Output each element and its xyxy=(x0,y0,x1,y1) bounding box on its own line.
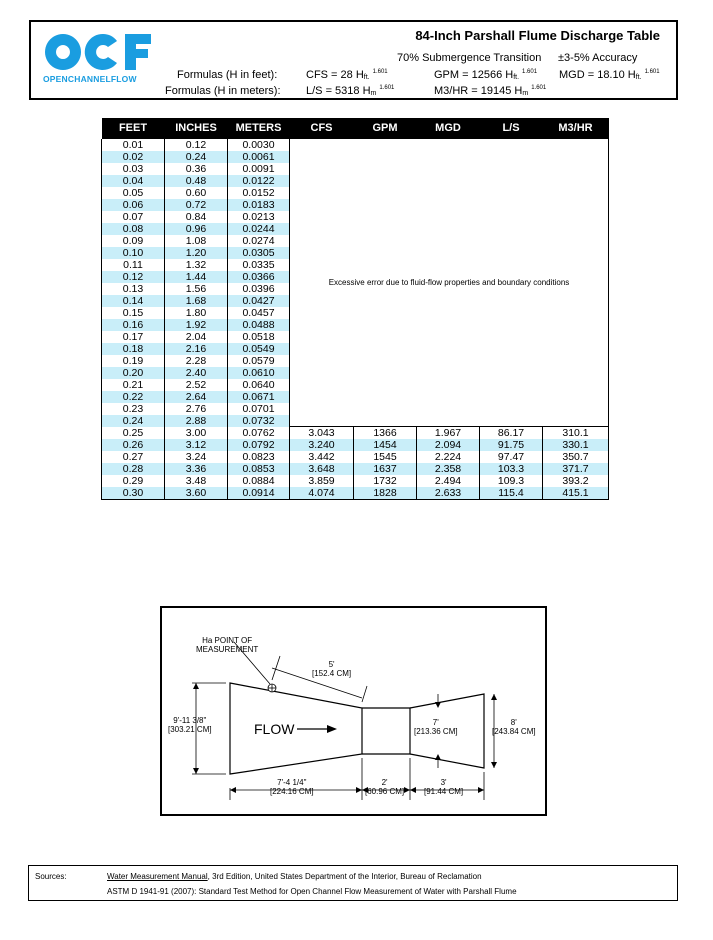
formula-m3hr: M3/HR = 19145 $H_m^{1.601}$ xyxy=(434,85,547,97)
dim-conv-len-label: 7'-4 1/4" [224.16 CM] xyxy=(270,778,314,796)
dim-exit-label: 8' [243.84 CM] xyxy=(492,718,536,736)
table-cell: 3.859 xyxy=(290,475,354,487)
table-cell: 0.0488 xyxy=(228,319,290,331)
column-header: FEET xyxy=(102,118,165,139)
table-row xyxy=(102,439,609,451)
formula-mgd: MGD = 18.10 $H_{ft.}^{1.601}$ xyxy=(559,69,660,81)
table-cell: 1545 xyxy=(354,451,417,463)
table-cell: 0.0914 xyxy=(228,487,290,500)
page-title: 84-Inch Parshall Flume Discharge Table xyxy=(415,28,660,43)
openchannelflow-logo xyxy=(41,28,153,98)
table-cell: 1.08 xyxy=(165,235,228,247)
table-cell: 91.75 xyxy=(480,439,543,451)
table-cell: 0.0579 xyxy=(228,355,290,367)
converging-section xyxy=(230,683,362,774)
table-cell: 0.0183 xyxy=(228,199,290,211)
table-cell: 0.11 xyxy=(102,259,165,271)
table-row xyxy=(102,139,609,151)
table-cell: 109.3 xyxy=(480,475,543,487)
excessive-error-note: Excessive error due to fluid-flow properties and boundary conditions xyxy=(290,139,609,427)
column-header: MGD xyxy=(417,118,480,139)
table-cell: 1.68 xyxy=(165,295,228,307)
column-header: INCHES xyxy=(165,118,228,139)
table-row xyxy=(102,463,609,475)
table-cell: 2.04 xyxy=(165,331,228,343)
table-cell: 3.36 xyxy=(165,463,228,475)
table-cell: 0.14 xyxy=(102,295,165,307)
table-cell: 0.0427 xyxy=(228,295,290,307)
source-2: ASTM D 1941-91 (2007): Standard Test Method for Open Channel Flow Measurement of Water with Parshall Flume xyxy=(107,887,517,896)
table-cell: 0.48 xyxy=(165,175,228,187)
table-cell: 2.88 xyxy=(165,415,228,427)
table-cell: 2.358 xyxy=(417,463,480,475)
table-cell: 0.0732 xyxy=(228,415,290,427)
table-cell: 0.19 xyxy=(102,355,165,367)
source-1: Water Measurement Manual, 3rd Edition, United States Department of the Interior, Bureau of Reclamation xyxy=(107,872,482,881)
table-cell: 0.28 xyxy=(102,463,165,475)
table-cell: 0.0366 xyxy=(228,271,290,283)
table-row xyxy=(102,475,609,487)
table-cell: 0.84 xyxy=(165,211,228,223)
table-cell: 0.29 xyxy=(102,475,165,487)
accuracy-text: ±3-5% Accuracy xyxy=(558,52,638,64)
throat-section xyxy=(362,708,410,754)
sources-box xyxy=(28,865,678,901)
table-cell: 0.22 xyxy=(102,391,165,403)
table-cell: 0.21 xyxy=(102,379,165,391)
table-row xyxy=(102,451,609,463)
table-cell: 0.04 xyxy=(102,175,165,187)
table-cell: 1.56 xyxy=(165,283,228,295)
table-cell: 0.08 xyxy=(102,223,165,235)
formula-gpm: GPM = 12566 $H_{ft.}^{1.601}$ xyxy=(434,69,538,81)
table-cell: 0.02 xyxy=(102,151,165,163)
table-cell: 0.0152 xyxy=(228,187,290,199)
table-cell: 0.15 xyxy=(102,307,165,319)
table-cell: 3.60 xyxy=(165,487,228,500)
table-cell: 0.12 xyxy=(165,139,228,151)
table-cell: 3.24 xyxy=(165,451,228,463)
submergence-text: 70% Submergence Transition xyxy=(397,52,542,64)
table-cell: 3.48 xyxy=(165,475,228,487)
table-cell: 330.1 xyxy=(543,439,609,451)
table-cell: 2.40 xyxy=(165,367,228,379)
table-cell: 2.28 xyxy=(165,355,228,367)
table-cell: 0.12 xyxy=(102,271,165,283)
table-cell: 350.7 xyxy=(543,451,609,463)
table-cell: 0.0549 xyxy=(228,343,290,355)
table-cell: 1454 xyxy=(354,439,417,451)
dim-5ft-label: 5' [152.4 CM] xyxy=(312,660,352,678)
table-cell: 1.92 xyxy=(165,319,228,331)
flow-label: FLOW xyxy=(254,721,295,737)
table-cell: 3.442 xyxy=(290,451,354,463)
table-cell: 0.0274 xyxy=(228,235,290,247)
table-cell: 1.44 xyxy=(165,271,228,283)
table-cell: 1828 xyxy=(354,487,417,500)
table-cell: 2.64 xyxy=(165,391,228,403)
ha-point-label: Ha POINT OF MEASUREMENT xyxy=(196,636,259,654)
table-cell: 103.3 xyxy=(480,463,543,475)
table-cell: 1.80 xyxy=(165,307,228,319)
table-cell: 1.967 xyxy=(417,427,480,440)
table-cell: 0.0762 xyxy=(228,427,290,440)
table-cell: 1.32 xyxy=(165,259,228,271)
table-cell: 2.494 xyxy=(417,475,480,487)
table-cell: 0.60 xyxy=(165,187,228,199)
table-cell: 0.96 xyxy=(165,223,228,235)
table-row xyxy=(102,487,609,500)
table-cell: 0.0823 xyxy=(228,451,290,463)
dim-width-label: 9'-11 3/8" [303.21 CM] xyxy=(168,716,212,734)
flume-diagram xyxy=(160,606,547,816)
table-cell: 0.17 xyxy=(102,331,165,343)
table-cell: 2.16 xyxy=(165,343,228,355)
column-header: GPM xyxy=(354,118,417,139)
formulas-feet-label: Formulas (H in feet): xyxy=(177,69,278,81)
table-cell: 0.0792 xyxy=(228,439,290,451)
formula-cfs: CFS = 28 $H_{ft.}^{1.601}$ xyxy=(306,69,388,81)
table-row xyxy=(102,427,609,440)
table-cell: 3.648 xyxy=(290,463,354,475)
table-cell: 0.13 xyxy=(102,283,165,295)
table-cell: 310.1 xyxy=(543,427,609,440)
formula-ls: L/S = 5318 $H_m^{1.601}$ xyxy=(306,85,395,97)
table-cell: 0.03 xyxy=(102,163,165,175)
column-header: L/S xyxy=(480,118,543,139)
table-cell: 0.0305 xyxy=(228,247,290,259)
table-cell: 0.24 xyxy=(102,415,165,427)
table-cell: 0.25 xyxy=(102,427,165,440)
column-header: CFS xyxy=(290,118,354,139)
dim-div-len-label: 3' [91.44 CM] xyxy=(424,778,464,796)
table-cell: 0.0091 xyxy=(228,163,290,175)
table-cell: 0.0244 xyxy=(228,223,290,235)
table-cell: 0.10 xyxy=(102,247,165,259)
column-header: M3/HR xyxy=(543,118,609,139)
table-cell: 2.224 xyxy=(417,451,480,463)
header-box xyxy=(29,20,678,100)
table-cell: 0.30 xyxy=(102,487,165,500)
table-cell: 0.27 xyxy=(102,451,165,463)
table-cell: 1637 xyxy=(354,463,417,475)
table-cell: 415.1 xyxy=(543,487,609,500)
discharge-table xyxy=(101,118,609,500)
dim-throat-out-label: 7' [213.36 CM] xyxy=(414,718,458,736)
table-cell: 393.2 xyxy=(543,475,609,487)
table-cell: 0.0122 xyxy=(228,175,290,187)
table-cell: 1732 xyxy=(354,475,417,487)
table-cell: 0.0853 xyxy=(228,463,290,475)
table-cell: 2.633 xyxy=(417,487,480,500)
table-cell: 3.00 xyxy=(165,427,228,440)
column-header: METERS xyxy=(228,118,290,139)
table-cell: 86.17 xyxy=(480,427,543,440)
table-cell: 2.52 xyxy=(165,379,228,391)
table-cell: 0.0030 xyxy=(228,139,290,151)
table-cell: 2.094 xyxy=(417,439,480,451)
table-cell: 0.36 xyxy=(165,163,228,175)
table-cell: 0.0335 xyxy=(228,259,290,271)
table-cell: 0.0671 xyxy=(228,391,290,403)
table-cell: 3.12 xyxy=(165,439,228,451)
table-cell: 0.0061 xyxy=(228,151,290,163)
table-cell: 3.240 xyxy=(290,439,354,451)
logo-text: OPENCHANNELFLOW xyxy=(43,74,137,84)
table-cell: 0.26 xyxy=(102,439,165,451)
dim-throat-len-label: 2' [60.96 CM] xyxy=(365,778,405,796)
table-cell: 0.07 xyxy=(102,211,165,223)
table-header-row xyxy=(102,118,609,139)
table-cell: 0.16 xyxy=(102,319,165,331)
table-cell: 0.0457 xyxy=(228,307,290,319)
table-cell: 1.20 xyxy=(165,247,228,259)
formulas-meters-label: Formulas (H in meters): xyxy=(165,85,281,97)
table-cell: 0.0884 xyxy=(228,475,290,487)
table-cell: 0.23 xyxy=(102,403,165,415)
table-cell: 2.76 xyxy=(165,403,228,415)
table-cell: 0.05 xyxy=(102,187,165,199)
table-cell: 0.0396 xyxy=(228,283,290,295)
table-cell: 0.20 xyxy=(102,367,165,379)
table-cell: 0.0518 xyxy=(228,331,290,343)
sources-label: Sources: xyxy=(35,872,67,881)
table-cell: 0.0640 xyxy=(228,379,290,391)
table-cell: 0.18 xyxy=(102,343,165,355)
table-cell: 115.4 xyxy=(480,487,543,500)
table-cell: 97.47 xyxy=(480,451,543,463)
table-cell: 0.0610 xyxy=(228,367,290,379)
table-cell: 4.074 xyxy=(290,487,354,500)
table-cell: 0.06 xyxy=(102,199,165,211)
table-cell: 0.0701 xyxy=(228,403,290,415)
table-cell: 0.72 xyxy=(165,199,228,211)
table-cell: 0.0213 xyxy=(228,211,290,223)
table-cell: 0.01 xyxy=(102,139,165,151)
table-cell: 3.043 xyxy=(290,427,354,440)
table-cell: 371.7 xyxy=(543,463,609,475)
table-cell: 0.09 xyxy=(102,235,165,247)
table-cell: 0.24 xyxy=(165,151,228,163)
table-cell: 1366 xyxy=(354,427,417,440)
